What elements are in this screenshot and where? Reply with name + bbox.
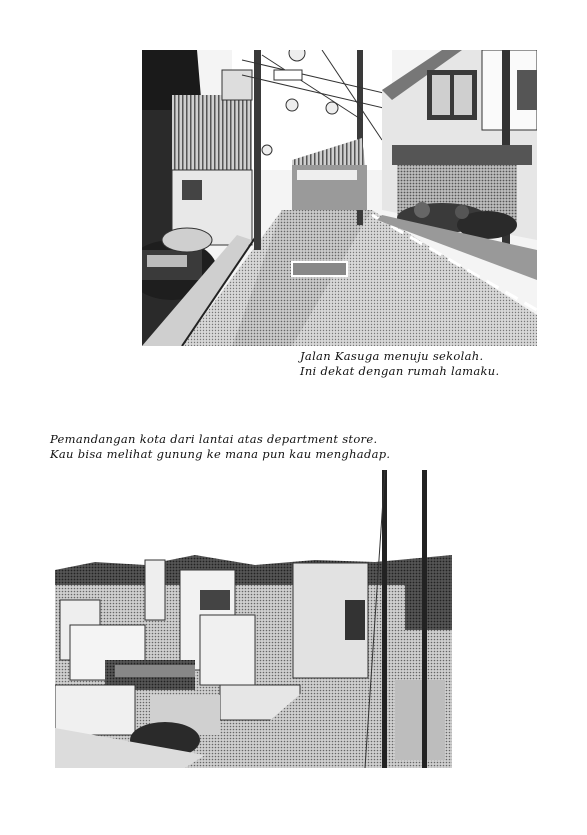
street-scene-image (142, 50, 537, 346)
cityscape-image (55, 470, 452, 768)
city-caption (50, 432, 390, 462)
city-photo (55, 470, 452, 768)
caption-line: Ini dekat dengan rumah lamaku. (300, 364, 500, 378)
caption-line: Jalan Kasuga menuju sekolah. (300, 349, 484, 363)
street-photo (142, 50, 537, 346)
street-caption (300, 349, 499, 379)
caption-line: Pemandangan kota dari lantai atas department store. (50, 432, 378, 446)
caption-line: Kau bisa melihat gunung ke mana pun kau menghadap. (50, 447, 391, 461)
